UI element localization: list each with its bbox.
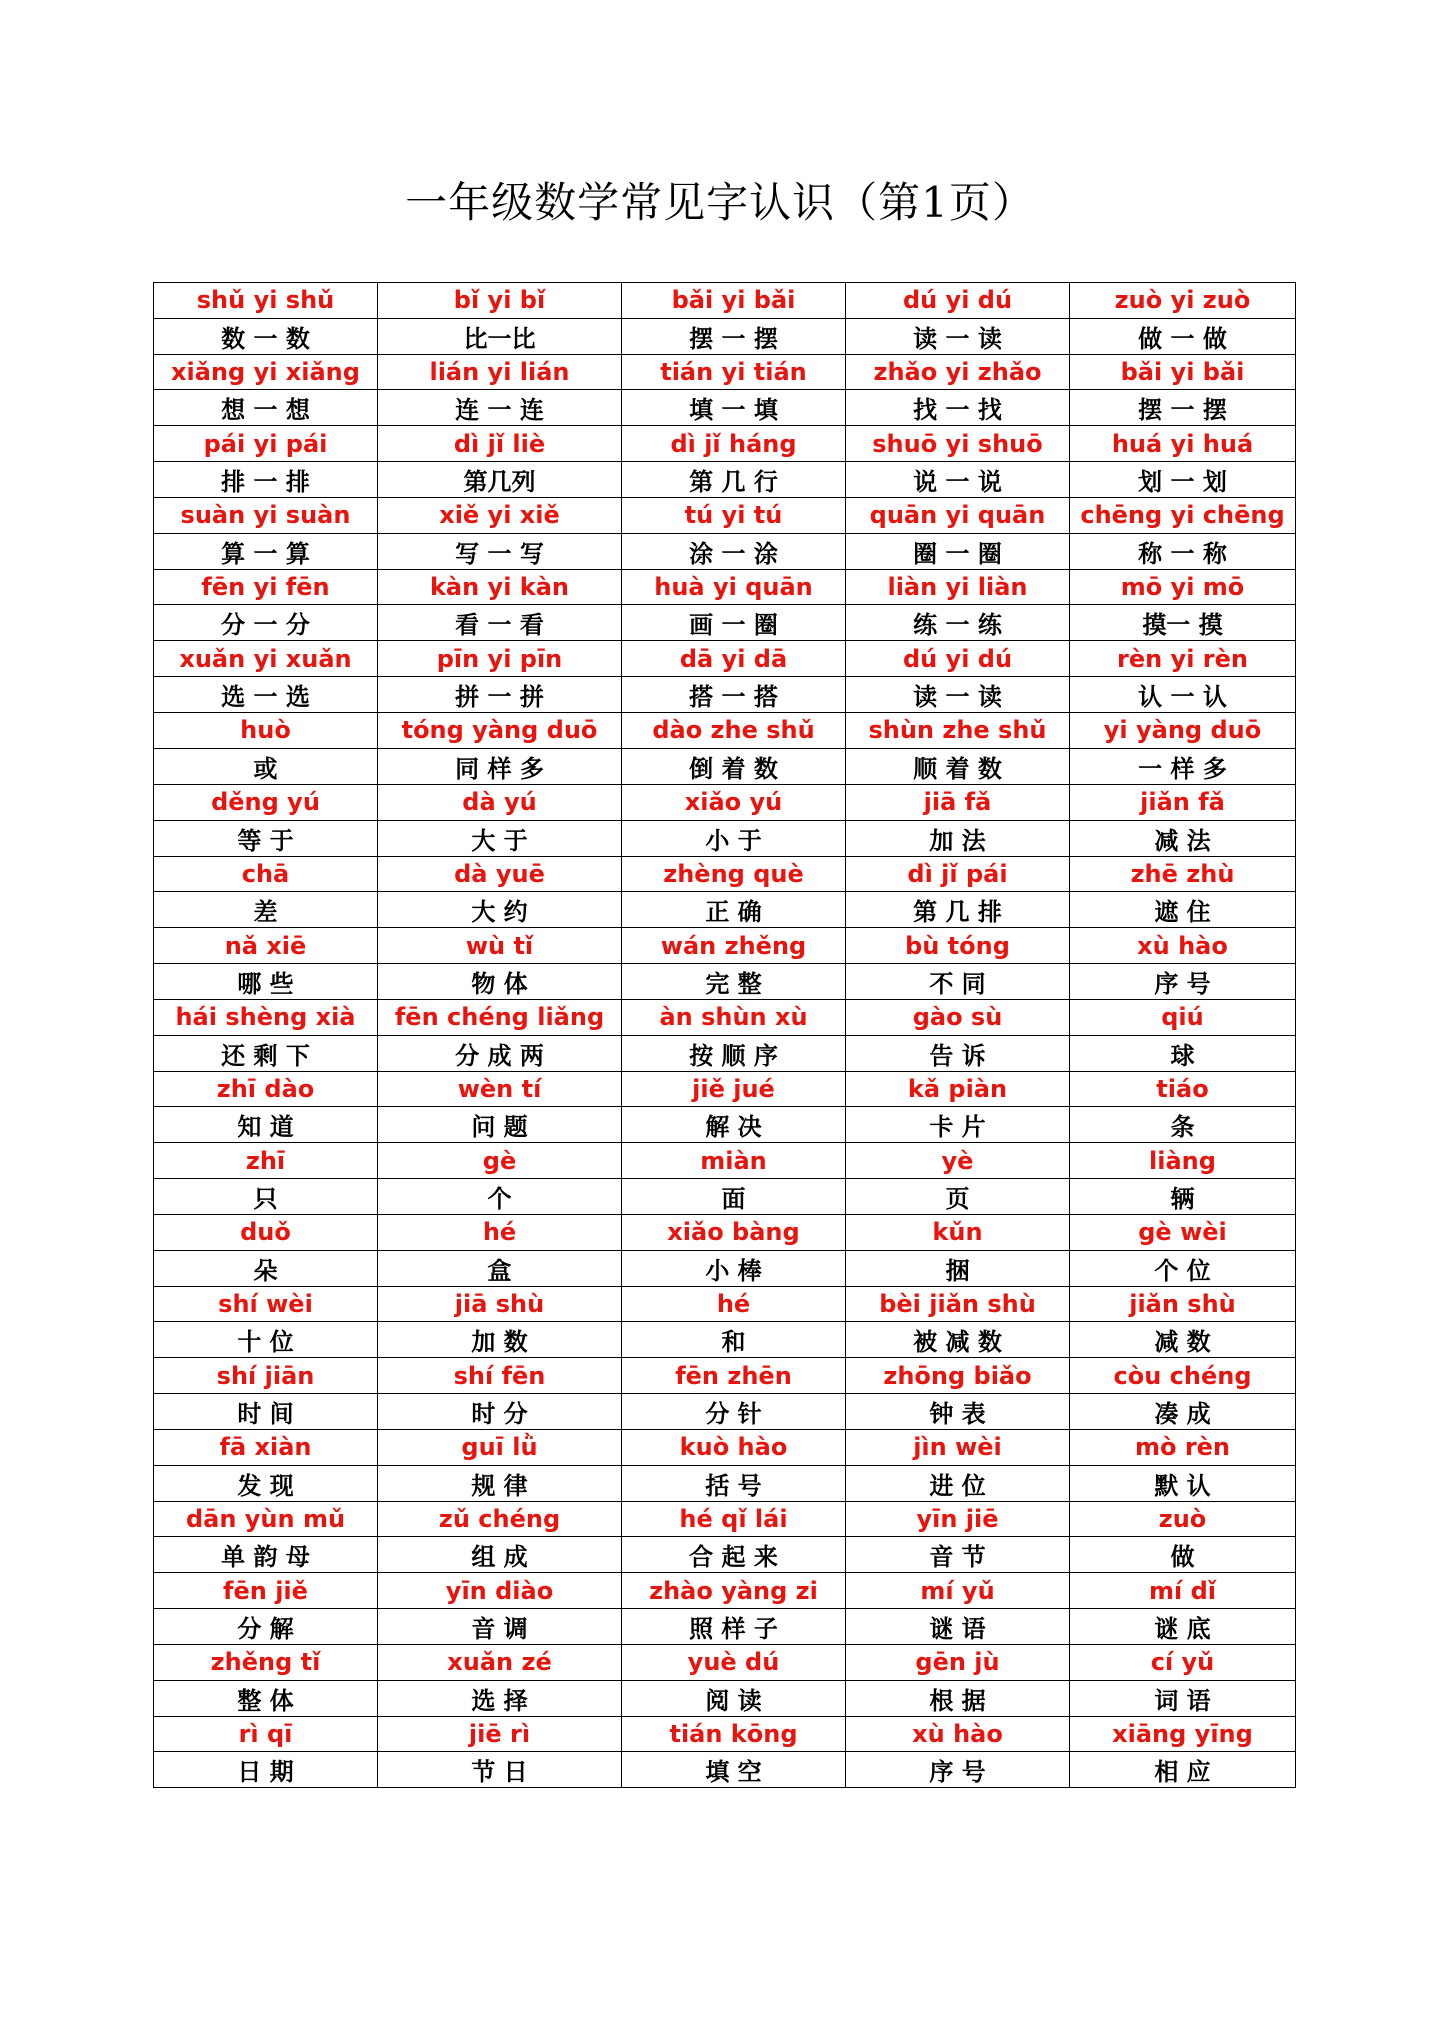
character-table-body bbox=[154, 283, 1296, 1788]
pinyin-cell: zhī bbox=[154, 1143, 378, 1179]
hanzi-cell: 告 诉 bbox=[846, 1035, 1070, 1071]
hanzi-cell: 个 位 bbox=[1070, 1250, 1296, 1286]
pinyin-cell: dā yi dā bbox=[622, 641, 846, 677]
hanzi-cell: 谜 语 bbox=[846, 1609, 1070, 1645]
pinyin-cell: zhǎo yi zhǎo bbox=[846, 354, 1070, 390]
hanzi-cell: 盒 bbox=[378, 1250, 622, 1286]
pinyin-cell: gè bbox=[378, 1143, 622, 1179]
hanzi-row bbox=[154, 1035, 1296, 1071]
pinyin-row bbox=[154, 1143, 1296, 1179]
hanzi-cell: 页 bbox=[846, 1178, 1070, 1214]
pinyin-cell: wù tǐ bbox=[378, 928, 622, 964]
pinyin-cell: děng yú bbox=[154, 784, 378, 820]
pinyin-cell: hái shèng xià bbox=[154, 999, 378, 1035]
hanzi-cell: 分 成 两 bbox=[378, 1035, 622, 1071]
hanzi-row bbox=[154, 892, 1296, 928]
hanzi-cell: 读 一 读 bbox=[846, 677, 1070, 713]
hanzi-cell: 做 bbox=[1070, 1537, 1296, 1573]
pinyin-cell: zhào yàng zi bbox=[622, 1573, 846, 1609]
hanzi-row bbox=[154, 533, 1296, 569]
pinyin-cell: zuò bbox=[1070, 1501, 1296, 1537]
hanzi-cell: 小 于 bbox=[622, 820, 846, 856]
pinyin-cell: nǎ xiē bbox=[154, 928, 378, 964]
hanzi-cell: 读 一 读 bbox=[846, 318, 1070, 354]
pinyin-cell: dì jǐ háng bbox=[622, 426, 846, 462]
hanzi-cell: 摆 一 摆 bbox=[1070, 390, 1296, 426]
pinyin-row bbox=[154, 1430, 1296, 1466]
hanzi-cell: 问 题 bbox=[378, 1107, 622, 1143]
hanzi-row bbox=[154, 1107, 1296, 1143]
hanzi-cell: 称 一 称 bbox=[1070, 533, 1296, 569]
hanzi-cell: 或 bbox=[154, 748, 378, 784]
hanzi-row bbox=[154, 1322, 1296, 1358]
pinyin-cell: xiǎng yi xiǎng bbox=[154, 354, 378, 390]
hanzi-cell: 摆 一 摆 bbox=[622, 318, 846, 354]
pinyin-cell: hé bbox=[378, 1214, 622, 1250]
pinyin-row bbox=[154, 1358, 1296, 1394]
hanzi-cell: 词 语 bbox=[1070, 1680, 1296, 1716]
pinyin-cell: wán zhěng bbox=[622, 928, 846, 964]
pinyin-cell: xiǎo yú bbox=[622, 784, 846, 820]
hanzi-cell: 加 法 bbox=[846, 820, 1070, 856]
hanzi-cell: 一 样 多 bbox=[1070, 748, 1296, 784]
pinyin-cell: xiě yi xiě bbox=[378, 498, 622, 534]
pinyin-cell: rèn yi rèn bbox=[1070, 641, 1296, 677]
hanzi-cell: 凑 成 bbox=[1070, 1394, 1296, 1430]
hanzi-cell: 加 数 bbox=[378, 1322, 622, 1358]
hanzi-cell: 遮 住 bbox=[1070, 892, 1296, 928]
hanzi-cell: 辆 bbox=[1070, 1178, 1296, 1214]
hanzi-row bbox=[154, 748, 1296, 784]
hanzi-cell: 日 期 bbox=[154, 1752, 378, 1788]
pinyin-cell: dú yi dú bbox=[846, 283, 1070, 319]
pinyin-cell: qiú bbox=[1070, 999, 1296, 1035]
hanzi-cell: 连 一 连 bbox=[378, 390, 622, 426]
pinyin-cell: mí yǔ bbox=[846, 1573, 1070, 1609]
pinyin-cell: duǒ bbox=[154, 1214, 378, 1250]
pinyin-row bbox=[154, 928, 1296, 964]
pinyin-cell: dà yú bbox=[378, 784, 622, 820]
pinyin-cell: hé bbox=[622, 1286, 846, 1322]
pinyin-cell: kuò hào bbox=[622, 1430, 846, 1466]
hanzi-cell: 算 一 算 bbox=[154, 533, 378, 569]
pinyin-cell: shuō yi shuō bbox=[846, 426, 1070, 462]
pinyin-cell: xuǎn zé bbox=[378, 1645, 622, 1681]
pinyin-cell: tóng yàng duō bbox=[378, 713, 622, 749]
hanzi-cell: 捆 bbox=[846, 1250, 1070, 1286]
pinyin-cell: pái yi pái bbox=[154, 426, 378, 462]
pinyin-row bbox=[154, 354, 1296, 390]
hanzi-row bbox=[154, 963, 1296, 999]
hanzi-cell: 序 号 bbox=[846, 1752, 1070, 1788]
hanzi-cell: 减 数 bbox=[1070, 1322, 1296, 1358]
hanzi-cell: 写 一 写 bbox=[378, 533, 622, 569]
hanzi-cell: 合 起 来 bbox=[622, 1537, 846, 1573]
hanzi-cell: 球 bbox=[1070, 1035, 1296, 1071]
pinyin-row bbox=[154, 641, 1296, 677]
pinyin-cell: yuè dú bbox=[622, 1645, 846, 1681]
hanzi-cell: 等 于 bbox=[154, 820, 378, 856]
hanzi-cell: 序 号 bbox=[1070, 963, 1296, 999]
pinyin-cell: liàn yi liàn bbox=[846, 569, 1070, 605]
pinyin-cell: tián yi tián bbox=[622, 354, 846, 390]
hanzi-cell: 涂 一 涂 bbox=[622, 533, 846, 569]
pinyin-row bbox=[154, 713, 1296, 749]
pinyin-cell: lián yi lián bbox=[378, 354, 622, 390]
pinyin-cell: xù hào bbox=[1070, 928, 1296, 964]
pinyin-cell: yīn diào bbox=[378, 1573, 622, 1609]
hanzi-row bbox=[154, 1394, 1296, 1430]
pinyin-cell: shí jiān bbox=[154, 1358, 378, 1394]
hanzi-row bbox=[154, 1680, 1296, 1716]
pinyin-cell: kǎ piàn bbox=[846, 1071, 1070, 1107]
pinyin-cell: yīn jiē bbox=[846, 1501, 1070, 1537]
pinyin-cell: suàn yi suàn bbox=[154, 498, 378, 534]
hanzi-row bbox=[154, 820, 1296, 856]
pinyin-cell: zhèng què bbox=[622, 856, 846, 892]
hanzi-cell: 选 择 bbox=[378, 1680, 622, 1716]
hanzi-row bbox=[154, 318, 1296, 354]
hanzi-cell: 单 韵 母 bbox=[154, 1537, 378, 1573]
hanzi-cell: 练 一 练 bbox=[846, 605, 1070, 641]
pinyin-cell: mí dǐ bbox=[1070, 1573, 1296, 1609]
hanzi-row bbox=[154, 390, 1296, 426]
pinyin-cell: quān yi quān bbox=[846, 498, 1070, 534]
hanzi-cell: 想 一 想 bbox=[154, 390, 378, 426]
pinyin-cell: fēn chéng liǎng bbox=[378, 999, 622, 1035]
hanzi-cell: 相 应 bbox=[1070, 1752, 1296, 1788]
pinyin-cell: bǎi yi bǎi bbox=[622, 283, 846, 319]
hanzi-cell: 发 现 bbox=[154, 1465, 378, 1501]
hanzi-row bbox=[154, 1250, 1296, 1286]
pinyin-row bbox=[154, 1214, 1296, 1250]
pinyin-cell: fēn yi fēn bbox=[154, 569, 378, 605]
hanzi-cell: 节 日 bbox=[378, 1752, 622, 1788]
pinyin-cell: zhē zhù bbox=[1070, 856, 1296, 892]
hanzi-cell: 只 bbox=[154, 1178, 378, 1214]
hanzi-cell: 朵 bbox=[154, 1250, 378, 1286]
pinyin-row bbox=[154, 569, 1296, 605]
pinyin-cell: bù tóng bbox=[846, 928, 1070, 964]
pinyin-cell: fēn jiě bbox=[154, 1573, 378, 1609]
hanzi-cell: 搭 一 搭 bbox=[622, 677, 846, 713]
pinyin-cell: liàng bbox=[1070, 1143, 1296, 1179]
pinyin-cell: àn shùn xù bbox=[622, 999, 846, 1035]
pinyin-cell: chēng yi chēng bbox=[1070, 498, 1296, 534]
pinyin-cell: còu chéng bbox=[1070, 1358, 1296, 1394]
hanzi-cell: 圈 一 圈 bbox=[846, 533, 1070, 569]
pinyin-row bbox=[154, 1573, 1296, 1609]
hanzi-cell: 个 bbox=[378, 1178, 622, 1214]
hanzi-cell: 钟 表 bbox=[846, 1394, 1070, 1430]
hanzi-cell: 和 bbox=[622, 1322, 846, 1358]
hanzi-cell: 不 同 bbox=[846, 963, 1070, 999]
pinyin-cell: zhōng biǎo bbox=[846, 1358, 1070, 1394]
pinyin-cell: rì qī bbox=[154, 1716, 378, 1752]
pinyin-cell: cí yǔ bbox=[1070, 1645, 1296, 1681]
hanzi-cell: 找 一 找 bbox=[846, 390, 1070, 426]
pinyin-cell: tú yi tú bbox=[622, 498, 846, 534]
pinyin-cell: wèn tí bbox=[378, 1071, 622, 1107]
hanzi-cell: 整 体 bbox=[154, 1680, 378, 1716]
hanzi-cell: 第 几 行 bbox=[622, 462, 846, 498]
pinyin-cell: dì jǐ pái bbox=[846, 856, 1070, 892]
pinyin-cell: shùn zhe shǔ bbox=[846, 713, 1070, 749]
pinyin-cell: bèi jiǎn shù bbox=[846, 1286, 1070, 1322]
pinyin-cell: dà yuē bbox=[378, 856, 622, 892]
hanzi-cell: 划 一 划 bbox=[1070, 462, 1296, 498]
hanzi-cell: 还 剩 下 bbox=[154, 1035, 378, 1071]
hanzi-cell: 同 样 多 bbox=[378, 748, 622, 784]
pinyin-cell: gào sù bbox=[846, 999, 1070, 1035]
hanzi-cell: 音 节 bbox=[846, 1537, 1070, 1573]
pinyin-cell: dú yi dú bbox=[846, 641, 1070, 677]
hanzi-cell: 倒 着 数 bbox=[622, 748, 846, 784]
pinyin-row bbox=[154, 1286, 1296, 1322]
pinyin-cell: huò bbox=[154, 713, 378, 749]
hanzi-cell: 条 bbox=[1070, 1107, 1296, 1143]
hanzi-cell: 哪 些 bbox=[154, 963, 378, 999]
pinyin-cell: dào zhe shǔ bbox=[622, 713, 846, 749]
pinyin-cell: huá yi huá bbox=[1070, 426, 1296, 462]
hanzi-cell: 填 一 填 bbox=[622, 390, 846, 426]
pinyin-cell: jiǎn shù bbox=[1070, 1286, 1296, 1322]
hanzi-cell: 解 决 bbox=[622, 1107, 846, 1143]
pinyin-cell: tiáo bbox=[1070, 1071, 1296, 1107]
hanzi-cell: 完 整 bbox=[622, 963, 846, 999]
hanzi-cell: 顺 着 数 bbox=[846, 748, 1070, 784]
hanzi-cell: 摸一 摸 bbox=[1070, 605, 1296, 641]
pinyin-cell: zhěng tǐ bbox=[154, 1645, 378, 1681]
hanzi-cell: 认 一 认 bbox=[1070, 677, 1296, 713]
pinyin-cell: fā xiàn bbox=[154, 1430, 378, 1466]
page-title: 一年级数学常见字认识（第1页） bbox=[405, 178, 1035, 227]
hanzi-cell: 小 棒 bbox=[622, 1250, 846, 1286]
pinyin-row bbox=[154, 1645, 1296, 1681]
pinyin-cell: chā bbox=[154, 856, 378, 892]
pinyin-row bbox=[154, 784, 1296, 820]
hanzi-cell: 括 号 bbox=[622, 1465, 846, 1501]
hanzi-cell: 分 解 bbox=[154, 1609, 378, 1645]
hanzi-cell: 说 一 说 bbox=[846, 462, 1070, 498]
pinyin-row bbox=[154, 1071, 1296, 1107]
pinyin-cell: jìn wèi bbox=[846, 1430, 1070, 1466]
hanzi-cell: 大 于 bbox=[378, 820, 622, 856]
hanzi-cell: 画 一 圈 bbox=[622, 605, 846, 641]
hanzi-cell: 分 一 分 bbox=[154, 605, 378, 641]
pinyin-row bbox=[154, 1716, 1296, 1752]
pinyin-cell: yi yàng duō bbox=[1070, 713, 1296, 749]
pinyin-cell: tián kōng bbox=[622, 1716, 846, 1752]
pinyin-cell: yè bbox=[846, 1143, 1070, 1179]
hanzi-cell: 第 几 排 bbox=[846, 892, 1070, 928]
hanzi-cell: 时 分 bbox=[378, 1394, 622, 1430]
pinyin-cell: guī lǜ bbox=[378, 1430, 622, 1466]
hanzi-cell: 根 据 bbox=[846, 1680, 1070, 1716]
hanzi-cell: 选 一 选 bbox=[154, 677, 378, 713]
pinyin-cell: hé qǐ lái bbox=[622, 1501, 846, 1537]
pinyin-cell: gè wèi bbox=[1070, 1214, 1296, 1250]
hanzi-cell: 数 一 数 bbox=[154, 318, 378, 354]
hanzi-cell: 十 位 bbox=[154, 1322, 378, 1358]
pinyin-cell: gēn jù bbox=[846, 1645, 1070, 1681]
pinyin-cell: xiǎo bàng bbox=[622, 1214, 846, 1250]
hanzi-cell: 知 道 bbox=[154, 1107, 378, 1143]
hanzi-cell: 卡 片 bbox=[846, 1107, 1070, 1143]
hanzi-cell: 按 顺 序 bbox=[622, 1035, 846, 1071]
pinyin-cell: bǎi yi bǎi bbox=[1070, 354, 1296, 390]
hanzi-cell: 减 法 bbox=[1070, 820, 1296, 856]
pinyin-cell: dān yùn mǔ bbox=[154, 1501, 378, 1537]
pinyin-cell: miàn bbox=[622, 1143, 846, 1179]
hanzi-cell: 看 一 看 bbox=[378, 605, 622, 641]
pinyin-cell: jiā shù bbox=[378, 1286, 622, 1322]
character-table bbox=[153, 282, 1296, 1788]
hanzi-cell: 分 针 bbox=[622, 1394, 846, 1430]
hanzi-row bbox=[154, 1609, 1296, 1645]
pinyin-cell: zuò yi zuò bbox=[1070, 283, 1296, 319]
pinyin-cell: fēn zhēn bbox=[622, 1358, 846, 1394]
pinyin-cell: huà yi quān bbox=[622, 569, 846, 605]
hanzi-cell: 阅 读 bbox=[622, 1680, 846, 1716]
hanzi-cell: 进 位 bbox=[846, 1465, 1070, 1501]
pinyin-cell: jiě jué bbox=[622, 1071, 846, 1107]
pinyin-cell: dì jǐ liè bbox=[378, 426, 622, 462]
hanzi-row bbox=[154, 1178, 1296, 1214]
pinyin-row bbox=[154, 498, 1296, 534]
hanzi-cell: 做 一 做 bbox=[1070, 318, 1296, 354]
pinyin-cell: bǐ yi bǐ bbox=[378, 283, 622, 319]
pinyin-cell: shǔ yi shǔ bbox=[154, 283, 378, 319]
hanzi-row bbox=[154, 1752, 1296, 1788]
hanzi-cell: 填 空 bbox=[622, 1752, 846, 1788]
pinyin-cell: shí fēn bbox=[378, 1358, 622, 1394]
hanzi-row bbox=[154, 462, 1296, 498]
pinyin-row bbox=[154, 426, 1296, 462]
hanzi-cell: 被 减 数 bbox=[846, 1322, 1070, 1358]
hanzi-row bbox=[154, 677, 1296, 713]
hanzi-cell: 正 确 bbox=[622, 892, 846, 928]
pinyin-cell: zǔ chéng bbox=[378, 1501, 622, 1537]
pinyin-row bbox=[154, 283, 1296, 319]
hanzi-cell: 面 bbox=[622, 1178, 846, 1214]
pinyin-row bbox=[154, 999, 1296, 1035]
pinyin-cell: kàn yi kàn bbox=[378, 569, 622, 605]
pinyin-row bbox=[154, 856, 1296, 892]
hanzi-row bbox=[154, 605, 1296, 641]
hanzi-cell: 拼 一 拼 bbox=[378, 677, 622, 713]
hanzi-cell: 规 律 bbox=[378, 1465, 622, 1501]
hanzi-cell: 组 成 bbox=[378, 1537, 622, 1573]
hanzi-cell: 第几列 bbox=[378, 462, 622, 498]
pinyin-cell: mō yi mō bbox=[1070, 569, 1296, 605]
pinyin-cell: kǔn bbox=[846, 1214, 1070, 1250]
pinyin-cell: shí wèi bbox=[154, 1286, 378, 1322]
hanzi-cell: 大 约 bbox=[378, 892, 622, 928]
pinyin-cell: pīn yi pīn bbox=[378, 641, 622, 677]
pinyin-cell: zhī dào bbox=[154, 1071, 378, 1107]
pinyin-cell: jiē rì bbox=[378, 1716, 622, 1752]
hanzi-cell: 比一比 bbox=[378, 318, 622, 354]
pinyin-cell: jiǎn fǎ bbox=[1070, 784, 1296, 820]
pinyin-cell: xuǎn yi xuǎn bbox=[154, 641, 378, 677]
hanzi-row bbox=[154, 1537, 1296, 1573]
pinyin-cell: mò rèn bbox=[1070, 1430, 1296, 1466]
hanzi-cell: 照 样 子 bbox=[622, 1609, 846, 1645]
pinyin-row bbox=[154, 1501, 1296, 1537]
hanzi-cell: 默 认 bbox=[1070, 1465, 1296, 1501]
hanzi-cell: 谜 底 bbox=[1070, 1609, 1296, 1645]
hanzi-row bbox=[154, 1465, 1296, 1501]
pinyin-cell: xù hào bbox=[846, 1716, 1070, 1752]
hanzi-cell: 时 间 bbox=[154, 1394, 378, 1430]
pinyin-cell: xiāng yīng bbox=[1070, 1716, 1296, 1752]
hanzi-cell: 排 一 排 bbox=[154, 462, 378, 498]
pinyin-cell: jiā fǎ bbox=[846, 784, 1070, 820]
hanzi-cell: 物 体 bbox=[378, 963, 622, 999]
hanzi-cell: 差 bbox=[154, 892, 378, 928]
hanzi-cell: 音 调 bbox=[378, 1609, 622, 1645]
